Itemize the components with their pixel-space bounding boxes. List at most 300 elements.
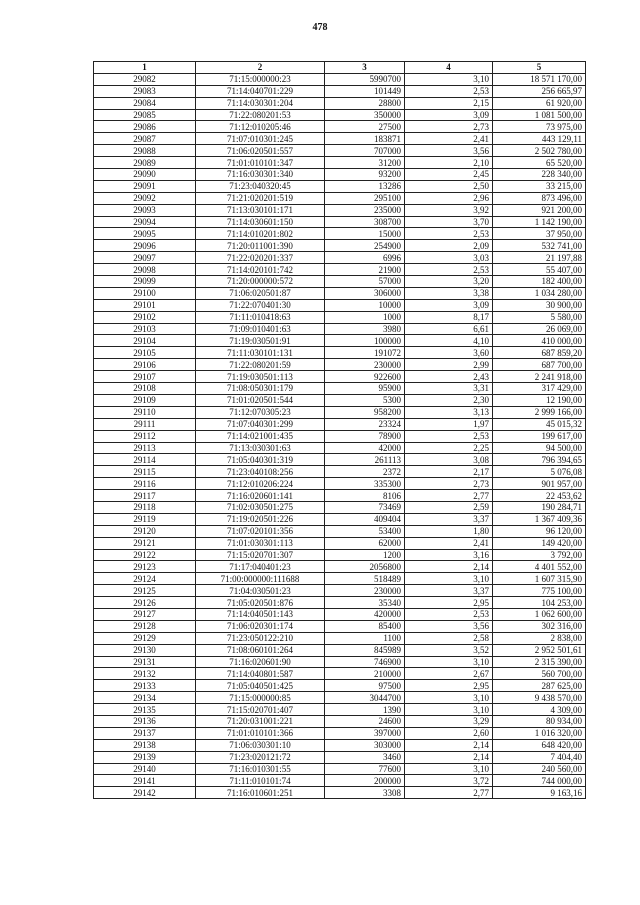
- table-row: [94, 418, 586, 430]
- table-row: [94, 347, 586, 359]
- rate-cell: 2,99: [405, 359, 493, 371]
- cadastral-number-cell: 71:23:050122:210: [196, 632, 325, 644]
- value-cell: 22 453,62: [493, 490, 586, 502]
- table-row: [94, 608, 586, 620]
- row-number-cell: 29111: [94, 418, 196, 430]
- cadastral-number-cell: 71:06:020501:87: [196, 287, 325, 299]
- area-cell: 85400: [325, 620, 405, 632]
- row-number-cell: 29127: [94, 608, 196, 620]
- area-cell: 15000: [325, 228, 405, 240]
- rate-cell: 2,53: [405, 228, 493, 240]
- area-cell: 3460: [325, 751, 405, 763]
- rate-cell: 2,14: [405, 561, 493, 573]
- value-cell: 1 034 280,00: [493, 287, 586, 299]
- value-cell: 104 253,00: [493, 597, 586, 609]
- cadastral-number-cell: 71:15:020701:307: [196, 549, 325, 561]
- rate-cell: 2,53: [405, 85, 493, 97]
- area-cell: 35340: [325, 597, 405, 609]
- cadastral-number-cell: 71:00:000000:111688: [196, 573, 325, 585]
- rate-cell: 2,73: [405, 121, 493, 133]
- row-number-cell: 29108: [94, 383, 196, 395]
- cadastral-number-cell: 71:12:010206:224: [196, 478, 325, 490]
- row-number-cell: 29123: [94, 561, 196, 573]
- table-row: [94, 287, 586, 299]
- cadastral-number-cell: 71:12:010205:46: [196, 121, 325, 133]
- area-cell: 303000: [325, 739, 405, 751]
- row-number-cell: 29107: [94, 371, 196, 383]
- value-cell: 61 920,00: [493, 97, 586, 109]
- row-number-cell: 29120: [94, 525, 196, 537]
- rate-cell: 3,72: [405, 775, 493, 787]
- value-cell: 532 741,00: [493, 240, 586, 252]
- cadastral-number-cell: 71:16:020601:141: [196, 490, 325, 502]
- area-cell: 13286: [325, 180, 405, 192]
- table-row: [94, 561, 586, 573]
- cadastral-number-cell: 71:06:030301:10: [196, 739, 325, 751]
- rate-cell: 3,56: [405, 620, 493, 632]
- rate-cell: 2,53: [405, 608, 493, 620]
- rate-cell: 2,95: [405, 680, 493, 692]
- area-cell: 97500: [325, 680, 405, 692]
- area-cell: 308700: [325, 216, 405, 228]
- table-row: [94, 157, 586, 169]
- row-number-cell: 29082: [94, 73, 196, 85]
- value-cell: 5 076,08: [493, 466, 586, 478]
- cadastral-number-cell: 71:14:030601:150: [196, 216, 325, 228]
- cadastral-number-cell: 71:22:080201:59: [196, 359, 325, 371]
- cadastral-number-cell: 71:21:020201:519: [196, 192, 325, 204]
- column-header: 3: [325, 62, 405, 74]
- row-number-cell: 29085: [94, 109, 196, 121]
- row-number-cell: 29112: [94, 430, 196, 442]
- cadastral-number-cell: 71:14:021001:435: [196, 430, 325, 442]
- area-cell: 28800: [325, 97, 405, 109]
- table-row: [94, 478, 586, 490]
- column-header: 5: [493, 62, 586, 74]
- table-row: [94, 145, 586, 157]
- row-number-cell: 29093: [94, 204, 196, 216]
- row-number-cell: 29103: [94, 323, 196, 335]
- row-number-cell: 29126: [94, 597, 196, 609]
- value-cell: 1 062 600,00: [493, 608, 586, 620]
- rate-cell: 2,59: [405, 501, 493, 513]
- value-cell: 190 284,71: [493, 501, 586, 513]
- cadastral-number-cell: 71:15:000000:85: [196, 692, 325, 704]
- area-cell: 746900: [325, 656, 405, 668]
- page-number: 478: [312, 22, 328, 33]
- value-cell: 317 429,00: [493, 383, 586, 395]
- cadastral-number-cell: 71:02:030501:275: [196, 501, 325, 513]
- table-row: [94, 359, 586, 371]
- row-number-cell: 29106: [94, 359, 196, 371]
- cadastral-number-cell: 71:06:020501:557: [196, 145, 325, 157]
- area-cell: 2372: [325, 466, 405, 478]
- cadastral-number-cell: 71:11:010101:74: [196, 775, 325, 787]
- value-cell: 80 934,00: [493, 715, 586, 727]
- area-cell: 3308: [325, 787, 405, 799]
- cadastral-number-cell: 71:12:070305:23: [196, 406, 325, 418]
- row-number-cell: 29116: [94, 478, 196, 490]
- rate-cell: 2,25: [405, 442, 493, 454]
- area-cell: 100000: [325, 335, 405, 347]
- cadastral-number-cell: 71:15:020701:407: [196, 704, 325, 716]
- value-cell: 96 120,00: [493, 525, 586, 537]
- row-number-cell: 29130: [94, 644, 196, 656]
- value-cell: 33 215,00: [493, 180, 586, 192]
- area-cell: 210000: [325, 668, 405, 680]
- table-row: [94, 371, 586, 383]
- table-row: [94, 501, 586, 513]
- value-cell: 1 142 190,00: [493, 216, 586, 228]
- rate-cell: 3,10: [405, 656, 493, 668]
- rate-cell: 3,56: [405, 145, 493, 157]
- table-row: [94, 763, 586, 775]
- table-row: [94, 751, 586, 763]
- area-cell: 306000: [325, 287, 405, 299]
- table-header-row: [94, 62, 586, 74]
- table-row: [94, 204, 586, 216]
- cadastral-number-cell: 71:19:030501:91: [196, 335, 325, 347]
- row-number-cell: 29105: [94, 347, 196, 359]
- cadastral-number-cell: 71:08:060101:264: [196, 644, 325, 656]
- table-row: [94, 620, 586, 632]
- value-cell: 18 571 170,00: [493, 73, 586, 85]
- value-cell: 2 502 780,00: [493, 145, 586, 157]
- cadastral-number-cell: 71:09:010401:63: [196, 323, 325, 335]
- area-cell: 6996: [325, 252, 405, 264]
- value-cell: 1 367 409,36: [493, 513, 586, 525]
- cadastral-number-cell: 71:14:040701:229: [196, 85, 325, 97]
- area-cell: 23324: [325, 418, 405, 430]
- value-cell: 30 900,00: [493, 299, 586, 311]
- value-cell: 228 340,00: [493, 169, 586, 181]
- rate-cell: 3,10: [405, 573, 493, 585]
- cadastral-number-cell: 71:14:040801:587: [196, 668, 325, 680]
- rate-cell: 3,10: [405, 73, 493, 85]
- area-cell: 230000: [325, 585, 405, 597]
- cadastral-number-cell: 71:23:040108:256: [196, 466, 325, 478]
- row-number-cell: 29095: [94, 228, 196, 240]
- area-cell: 77600: [325, 763, 405, 775]
- area-cell: 707000: [325, 145, 405, 157]
- area-cell: 958200: [325, 406, 405, 418]
- rate-cell: 3,09: [405, 299, 493, 311]
- value-cell: 9 163,16: [493, 787, 586, 799]
- value-cell: 443 129,11: [493, 133, 586, 145]
- rate-cell: 3,13: [405, 406, 493, 418]
- row-number-cell: 29092: [94, 192, 196, 204]
- area-cell: 62000: [325, 537, 405, 549]
- rate-cell: 2,53: [405, 430, 493, 442]
- value-cell: 2 952 501,61: [493, 644, 586, 656]
- row-number-cell: 29138: [94, 739, 196, 751]
- row-number-cell: 29141: [94, 775, 196, 787]
- value-cell: 240 560,00: [493, 763, 586, 775]
- area-cell: 235000: [325, 204, 405, 216]
- cadastral-number-cell: 71:16:010601:251: [196, 787, 325, 799]
- table-row: [94, 299, 586, 311]
- rate-cell: 2,58: [405, 632, 493, 644]
- cadastral-number-cell: 71:23:020121:72: [196, 751, 325, 763]
- rate-cell: 2,73: [405, 478, 493, 490]
- table-row: [94, 775, 586, 787]
- cadastral-number-cell: 71:16:010301:55: [196, 763, 325, 775]
- rate-cell: 2,14: [405, 739, 493, 751]
- cadastral-number-cell: 71:06:020301:174: [196, 620, 325, 632]
- row-number-cell: 29136: [94, 715, 196, 727]
- table-row: [94, 169, 586, 181]
- value-cell: 37 950,00: [493, 228, 586, 240]
- rate-cell: 3,10: [405, 692, 493, 704]
- rate-cell: 3,60: [405, 347, 493, 359]
- area-cell: 78900: [325, 430, 405, 442]
- row-number-cell: 29087: [94, 133, 196, 145]
- area-cell: 101449: [325, 85, 405, 97]
- rate-cell: 3,10: [405, 763, 493, 775]
- value-cell: 2 999 166,00: [493, 406, 586, 418]
- row-number-cell: 29086: [94, 121, 196, 133]
- rate-cell: 8,17: [405, 311, 493, 323]
- rate-cell: 3,29: [405, 715, 493, 727]
- value-cell: 687 859,20: [493, 347, 586, 359]
- value-cell: 1 081 500,00: [493, 109, 586, 121]
- rate-cell: 2,41: [405, 537, 493, 549]
- row-number-cell: 29113: [94, 442, 196, 454]
- area-cell: 518489: [325, 573, 405, 585]
- value-cell: 302 316,00: [493, 620, 586, 632]
- area-cell: 21900: [325, 264, 405, 276]
- row-number-cell: 29089: [94, 157, 196, 169]
- table-row: [94, 323, 586, 335]
- area-cell: 93200: [325, 169, 405, 181]
- value-cell: 901 957,00: [493, 478, 586, 490]
- cadastral-number-cell: 71:20:031001:221: [196, 715, 325, 727]
- rate-cell: 2,43: [405, 371, 493, 383]
- row-number-cell: 29101: [94, 299, 196, 311]
- cadastral-number-cell: 71:07:010301:245: [196, 133, 325, 145]
- table-body: [94, 73, 586, 798]
- table-row: [94, 704, 586, 716]
- table-row: [94, 668, 586, 680]
- area-cell: 420000: [325, 608, 405, 620]
- row-number-cell: 29119: [94, 513, 196, 525]
- area-cell: 31200: [325, 157, 405, 169]
- cadastral-number-cell: 71:11:030101:131: [196, 347, 325, 359]
- row-number-cell: 29134: [94, 692, 196, 704]
- rate-cell: 4,10: [405, 335, 493, 347]
- row-number-cell: 29122: [94, 549, 196, 561]
- cadastral-number-cell: 71:14:010201:802: [196, 228, 325, 240]
- table-row: [94, 739, 586, 751]
- value-cell: 199 617,00: [493, 430, 586, 442]
- value-cell: 1 016 320,00: [493, 727, 586, 739]
- rate-cell: 2,30: [405, 394, 493, 406]
- table-row: [94, 121, 586, 133]
- table-row: [94, 264, 586, 276]
- value-cell: 65 520,00: [493, 157, 586, 169]
- row-number-cell: 29128: [94, 620, 196, 632]
- area-cell: 922600: [325, 371, 405, 383]
- row-number-cell: 29125: [94, 585, 196, 597]
- value-cell: 287 625,00: [493, 680, 586, 692]
- value-cell: 2 838,00: [493, 632, 586, 644]
- cadastral-number-cell: 71:14:020101:742: [196, 264, 325, 276]
- rate-cell: 3,92: [405, 204, 493, 216]
- area-cell: 350000: [325, 109, 405, 121]
- value-cell: 796 394,65: [493, 454, 586, 466]
- value-cell: 94 500,00: [493, 442, 586, 454]
- value-cell: 182 400,00: [493, 276, 586, 288]
- table-row: [94, 573, 586, 585]
- row-number-cell: 29137: [94, 727, 196, 739]
- rate-cell: 2,77: [405, 490, 493, 502]
- row-number-cell: 29084: [94, 97, 196, 109]
- table-row: [94, 276, 586, 288]
- cadastral-number-cell: 71:16:030301:340: [196, 169, 325, 181]
- table-row: [94, 97, 586, 109]
- cadastral-number-cell: 71:19:020501:226: [196, 513, 325, 525]
- area-cell: 295100: [325, 192, 405, 204]
- rate-cell: 2,53: [405, 264, 493, 276]
- row-number-cell: 29142: [94, 787, 196, 799]
- row-number-cell: 29088: [94, 145, 196, 157]
- cadastral-number-cell: 71:01:030301:113: [196, 537, 325, 549]
- cadastral-number-cell: 71:05:040501:425: [196, 680, 325, 692]
- rate-cell: 3,10: [405, 704, 493, 716]
- value-cell: 921 200,00: [493, 204, 586, 216]
- rate-cell: 3,03: [405, 252, 493, 264]
- cadastral-number-cell: 71:22:080201:53: [196, 109, 325, 121]
- table-row: [94, 383, 586, 395]
- rate-cell: 3,20: [405, 276, 493, 288]
- cadastral-number-cell: 71:14:030301:204: [196, 97, 325, 109]
- area-cell: 73469: [325, 501, 405, 513]
- area-cell: 1200: [325, 549, 405, 561]
- cadastral-number-cell: 71:16:020601:90: [196, 656, 325, 668]
- area-cell: 335300: [325, 478, 405, 490]
- row-number-cell: 29132: [94, 668, 196, 680]
- area-cell: 5990700: [325, 73, 405, 85]
- table-row: [94, 442, 586, 454]
- value-cell: 744 000,00: [493, 775, 586, 787]
- rate-cell: 2,17: [405, 466, 493, 478]
- area-cell: 409404: [325, 513, 405, 525]
- rate-cell: 3,70: [405, 216, 493, 228]
- value-cell: 410 000,00: [493, 335, 586, 347]
- table-row: [94, 632, 586, 644]
- rate-cell: 3,31: [405, 383, 493, 395]
- table-row: [94, 180, 586, 192]
- area-cell: 42000: [325, 442, 405, 454]
- cadastral-number-cell: 71:15:000000:23: [196, 73, 325, 85]
- value-cell: 7 404,40: [493, 751, 586, 763]
- rate-cell: 2,41: [405, 133, 493, 145]
- value-cell: 4 309,00: [493, 704, 586, 716]
- value-cell: 55 407,00: [493, 264, 586, 276]
- cadastral-number-cell: 71:14:040501:143: [196, 608, 325, 620]
- row-number-cell: 29096: [94, 240, 196, 252]
- cadastral-number-cell: 71:04:030501:23: [196, 585, 325, 597]
- row-number-cell: 29091: [94, 180, 196, 192]
- value-cell: 45 015,32: [493, 418, 586, 430]
- rate-cell: 1,97: [405, 418, 493, 430]
- row-number-cell: 29104: [94, 335, 196, 347]
- area-cell: 397000: [325, 727, 405, 739]
- value-cell: 21 197,88: [493, 252, 586, 264]
- table-row: [94, 454, 586, 466]
- table-row: [94, 680, 586, 692]
- area-cell: 254900: [325, 240, 405, 252]
- table-row: [94, 525, 586, 537]
- area-cell: 845989: [325, 644, 405, 656]
- cadastral-number-cell: 71:22:070401:30: [196, 299, 325, 311]
- cadastral-number-cell: 71:13:030101:171: [196, 204, 325, 216]
- row-number-cell: 29083: [94, 85, 196, 97]
- area-cell: 95900: [325, 383, 405, 395]
- table-row: [94, 73, 586, 85]
- row-number-cell: 29110: [94, 406, 196, 418]
- table-row: [94, 466, 586, 478]
- row-number-cell: 29139: [94, 751, 196, 763]
- value-cell: 2 241 918,00: [493, 371, 586, 383]
- area-cell: 1100: [325, 632, 405, 644]
- row-number-cell: 29100: [94, 287, 196, 299]
- area-cell: 24600: [325, 715, 405, 727]
- row-number-cell: 29115: [94, 466, 196, 478]
- row-number-cell: 29118: [94, 501, 196, 513]
- cadastral-number-cell: 71:05:020501:876: [196, 597, 325, 609]
- row-number-cell: 29117: [94, 490, 196, 502]
- area-cell: 57000: [325, 276, 405, 288]
- column-header: 1: [94, 62, 196, 74]
- area-cell: 8106: [325, 490, 405, 502]
- cadastral-number-cell: 71:20:000000:572: [196, 276, 325, 288]
- rate-cell: 2,77: [405, 787, 493, 799]
- cadastral-number-cell: 71:19:030501:113: [196, 371, 325, 383]
- rate-cell: 2,15: [405, 97, 493, 109]
- row-number-cell: 29099: [94, 276, 196, 288]
- rate-cell: 1,80: [405, 525, 493, 537]
- cadastral-number-cell: 71:13:030301:63: [196, 442, 325, 454]
- table-row: [94, 252, 586, 264]
- value-cell: 26 069,00: [493, 323, 586, 335]
- cadastral-number-cell: 71:23:040320:45: [196, 180, 325, 192]
- table-row: [94, 406, 586, 418]
- value-cell: 560 700,00: [493, 668, 586, 680]
- value-cell: 648 420,00: [493, 739, 586, 751]
- value-cell: 1 607 315,90: [493, 573, 586, 585]
- table-row: [94, 133, 586, 145]
- rate-cell: 2,95: [405, 597, 493, 609]
- table-row: [94, 656, 586, 668]
- table-row: [94, 597, 586, 609]
- row-number-cell: 29140: [94, 763, 196, 775]
- value-cell: 5 580,00: [493, 311, 586, 323]
- rate-cell: 3,52: [405, 644, 493, 656]
- cadastral-number-cell: 71:01:020501:544: [196, 394, 325, 406]
- rate-cell: 2,50: [405, 180, 493, 192]
- area-cell: 1000: [325, 311, 405, 323]
- rate-cell: 3,37: [405, 513, 493, 525]
- area-cell: 2056800: [325, 561, 405, 573]
- area-cell: 53400: [325, 525, 405, 537]
- area-cell: 10000: [325, 299, 405, 311]
- rate-cell: 2,96: [405, 192, 493, 204]
- data-table: [93, 61, 586, 799]
- row-number-cell: 29124: [94, 573, 196, 585]
- cadastral-number-cell: 71:01:010101:347: [196, 157, 325, 169]
- value-cell: 9 438 570,00: [493, 692, 586, 704]
